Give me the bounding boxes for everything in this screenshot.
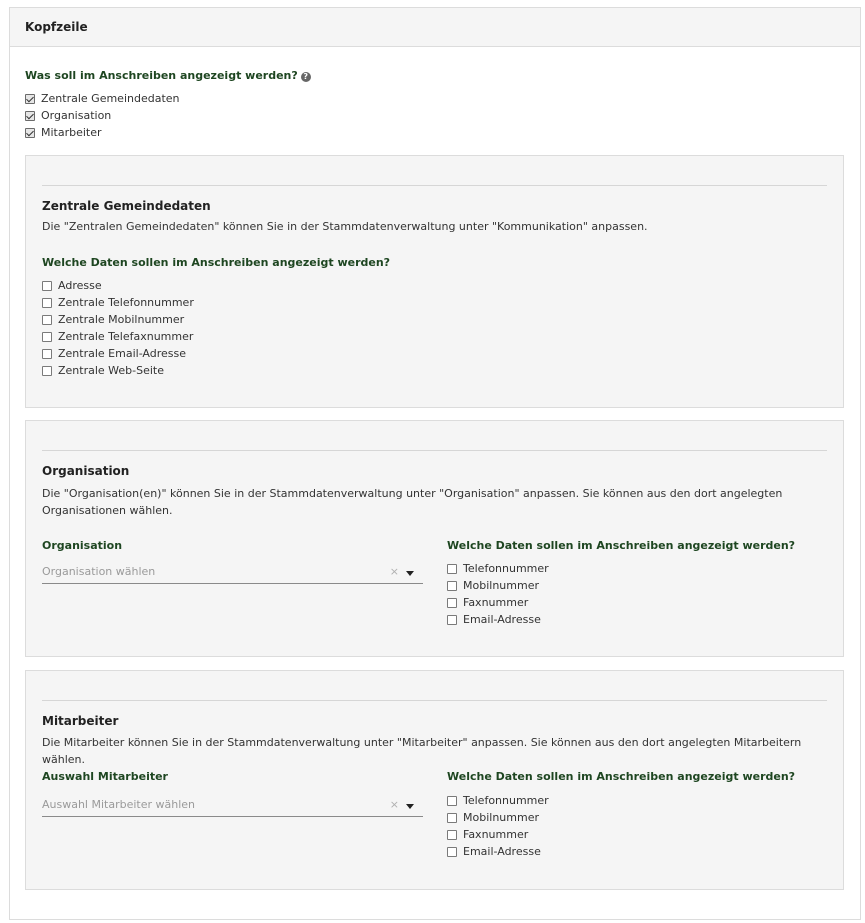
section-title: Zentrale Gemeindedaten [42,199,211,213]
option-mobilnummer[interactable] [447,577,549,594]
checkbox-label: Zentrale Gemeindedaten [41,92,180,105]
clear-icon[interactable]: × [389,798,399,811]
checkbox-label: Zentrale Telefonnummer [58,296,194,309]
option-zentrale-mobilnummer[interactable] [42,311,194,328]
data-question: Welche Daten sollen im Anschreiben angezeigt werden? [447,770,796,783]
help-icon[interactable]: ? [301,72,311,82]
caret-down-icon[interactable] [406,804,414,809]
checkbox-adresse[interactable] [42,281,52,291]
checkbox-label: Email-Adresse [463,613,541,626]
checkbox-label: Zentrale Telefaxnummer [58,330,194,343]
checkbox-zentrale-telefonnummer[interactable] [42,298,52,308]
checkbox-label: Zentrale Mobilnummer [58,313,185,326]
data-question: Welche Daten sollen im Anschreiben angezeigt werden? [42,256,391,269]
zentrale-options [42,277,194,379]
checkbox-zentrale-mobilnummer[interactable] [42,315,52,325]
checkbox-label: Organisation [41,109,112,122]
option-faxnummer[interactable] [447,594,549,611]
checkbox-label: Mitarbeiter [41,126,102,139]
organisation-select[interactable] [42,561,423,584]
select-label: Organisation [42,539,123,552]
checkbox-label: Faxnummer [463,828,529,841]
checkbox-label: Zentrale Email-Adresse [58,347,187,360]
show-question: Was soll im Anschreiben angezeigt werden? [25,69,298,82]
show-question-row [25,69,311,82]
option-zentrale-telefaxnummer[interactable] [42,328,194,345]
section-organisation [25,420,844,657]
section-description: Die "Zentralen Gemeindedaten" können Sie in der Stammdatenverwaltung unter "Kommunikation" anpassen. [42,220,648,233]
section-description: Die "Organisation(en)" können Sie in der Stammdatenverwaltung unter "Organisation" anpassen. Sie können aus den dort angelegten Organisationen wählen. [42,487,783,517]
checkbox-zentrale-gemeindedaten[interactable] [25,94,35,104]
data-question: Welche Daten sollen im Anschreiben angezeigt werden? [447,539,796,552]
checkbox-telefonnummer[interactable] [447,564,457,574]
checkbox-label: Telefonnummer [463,794,549,807]
option-mobilnummer[interactable] [447,809,549,826]
checkbox-telefonnummer[interactable] [447,796,457,806]
option-zentrale-web-seite[interactable] [42,362,194,379]
show-option-zentrale[interactable] [25,90,180,107]
checkbox-label: Email-Adresse [463,845,541,858]
option-zentrale-telefonnummer[interactable] [42,294,194,311]
section-title: Mitarbeiter [42,714,119,728]
show-options [25,90,180,141]
checkbox-organisation[interactable] [25,111,35,121]
select-placeholder: Organisation wählen [42,565,156,578]
option-telefonnummer[interactable] [447,792,549,809]
section-mitarbeiter [25,670,844,890]
mitarbeiter-select[interactable] [42,794,423,817]
checkbox-label: Faxnummer [463,596,529,609]
section-zentrale-gemeindedaten [25,155,844,408]
checkbox-mobilnummer[interactable] [447,581,457,591]
clear-icon[interactable]: × [389,565,399,578]
option-telefonnummer[interactable] [447,560,549,577]
show-option-organisation[interactable] [25,107,180,124]
checkbox-mitarbeiter[interactable] [25,128,35,138]
checkbox-label: Zentrale Web-Seite [58,364,165,377]
option-email-adresse[interactable] [447,611,549,628]
checkbox-label: Adresse [58,279,102,292]
checkbox-zentrale-telefaxnummer[interactable] [42,332,52,342]
checkbox-label: Telefonnummer [463,562,549,575]
checkbox-zentrale-email[interactable] [42,349,52,359]
divider [42,700,827,701]
select-placeholder: Auswahl Mitarbeiter wählen [42,798,196,811]
option-zentrale-email[interactable] [42,345,194,362]
mitarbeiter-options [447,792,549,860]
checkbox-mobilnummer[interactable] [447,813,457,823]
kopfzeile-panel [9,7,861,920]
caret-down-icon[interactable] [406,571,414,576]
checkbox-email-adresse[interactable] [447,615,457,625]
checkbox-faxnummer[interactable] [447,830,457,840]
section-title: Organisation [42,464,130,478]
panel-title: Kopfzeile [10,8,860,47]
divider [42,185,827,186]
checkbox-email-adresse[interactable] [447,847,457,857]
checkbox-label: Mobilnummer [463,579,539,592]
select-label: Auswahl Mitarbeiter [42,770,168,783]
option-email-adresse[interactable] [447,843,549,860]
organisation-options [447,560,549,628]
option-faxnummer[interactable] [447,826,549,843]
show-option-mitarbeiter[interactable] [25,124,180,141]
checkbox-label: Mobilnummer [463,811,539,824]
divider [42,450,827,451]
section-description: Die Mitarbeiter können Sie in der Stammdatenverwaltung unter "Mitarbeiter" anpassen. Sie können aus den dort angelegten Mitarbeitern wählen. [42,736,802,766]
checkbox-zentrale-web-seite[interactable] [42,366,52,376]
checkbox-faxnummer[interactable] [447,598,457,608]
option-adresse[interactable] [42,277,194,294]
